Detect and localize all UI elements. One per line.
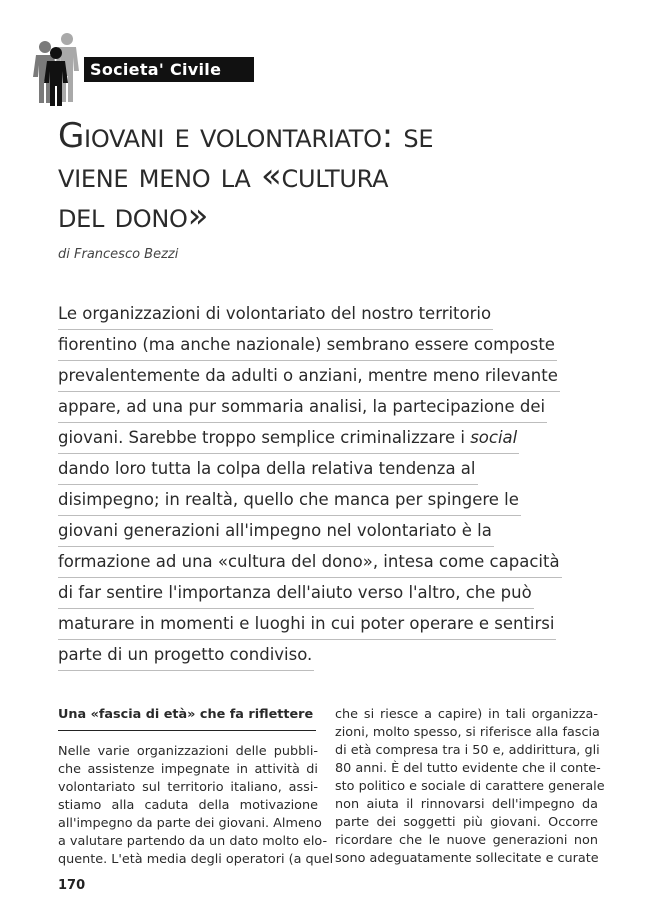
column-line: a valutare partendo da un dato molto elo- [58, 834, 328, 849]
lead-line-text: fiorentino (ma anche nazionale) sembrano essere composte [58, 330, 557, 361]
title-line-text: viene meno la «cultura [58, 156, 389, 196]
people-silhouettes-logo [33, 30, 85, 106]
column-line: Nelle varie organizzazioni delle pubbli- [58, 744, 318, 759]
title-line-text: del dono» [58, 196, 209, 236]
column-line: parte dei soggetti più giovani. Occorre [335, 815, 598, 830]
page-number: 170 [58, 878, 86, 893]
lead-line [58, 484, 578, 515]
lead-line-text: maturare in momenti e luoghi in cui poter operare e sentirsi [58, 609, 556, 640]
lead-paragraph [58, 298, 578, 670]
column-line: di età compresa tra i 50 e, addirittura, gli [335, 743, 600, 758]
right-column-body [335, 706, 605, 868]
lead-line [58, 298, 578, 329]
lead-line [58, 453, 578, 484]
left-column [58, 706, 334, 869]
lead-line-text: di far sentire l'importanza dell'aiuto verso l'altro, che può [58, 578, 534, 609]
column-line: 80 anni. È del tutto evidente che il conte- [335, 761, 601, 776]
lead-line-text: Le organizzazioni di volontariato del nostro territorio [58, 299, 493, 330]
lead-line [58, 577, 578, 608]
column-line: volontariato sul territorio italiano, assi- [58, 780, 318, 795]
column-line: all'impegno da parte dei giovani. Almeno [58, 816, 322, 831]
lead-line [58, 608, 578, 639]
lead-line [58, 329, 578, 360]
column-line: zioni, molto spesso, si riferisce alla fascia [335, 725, 600, 740]
column-line: che assistenze impegnate in attività di [58, 762, 318, 777]
lead-line-text: prevalentemente da adulti o anziani, mentre meno rilevante [58, 361, 560, 392]
column-line: sono adeguatamente sollecitate e curate [335, 851, 599, 866]
lead-line-text: formazione ad una «cultura del dono», intesa come capacità [58, 547, 562, 578]
title-line [58, 156, 618, 196]
column-line: ricordare che le nuove generazioni non [335, 833, 598, 848]
section-label: Societa' Civile [84, 57, 254, 82]
title-line [58, 196, 618, 236]
left-column-body [58, 743, 334, 869]
title-line [58, 116, 618, 156]
column-line: quente. L'età media degli operatori (a quel [58, 852, 334, 867]
article-title [58, 116, 618, 236]
section-subheading: Una «fascia di età» che fa riflettere [58, 706, 316, 731]
lead-line [58, 360, 578, 391]
lead-line [58, 422, 578, 453]
column-line: non aiuta il rinnovarsi dell'impegno da [335, 797, 598, 812]
right-column [335, 706, 605, 868]
lead-line-text: parte di un progetto condiviso. [58, 640, 314, 671]
title-line-text: Giovani e volontariato: se [58, 116, 434, 156]
column-line: stiamo alla caduta della motivazione [58, 798, 318, 813]
column-line: che si riesce a capire) in tali organizza- [335, 707, 598, 722]
lead-line-text: dando loro tutta la colpa della relativa tendenza al [58, 454, 478, 485]
lead-line [58, 639, 578, 670]
author-byline: di Francesco Bezzi [58, 247, 179, 262]
lead-line-text: giovani. Sarebbe troppo semplice criminalizzare i social [58, 423, 519, 454]
lead-line-text: disimpegno; in realtà, quello che manca per spingere le [58, 485, 521, 516]
lead-line-text: giovani generazioni all'impegno nel volontariato è la [58, 516, 494, 547]
lead-line-text: appare, ad una pur sommaria analisi, la partecipazione dei [58, 392, 547, 423]
lead-line [58, 546, 578, 577]
lead-line [58, 515, 578, 546]
lead-line [58, 391, 578, 422]
people-icon [33, 30, 85, 106]
column-line: sto politico e sociale di carattere generale [335, 779, 605, 794]
